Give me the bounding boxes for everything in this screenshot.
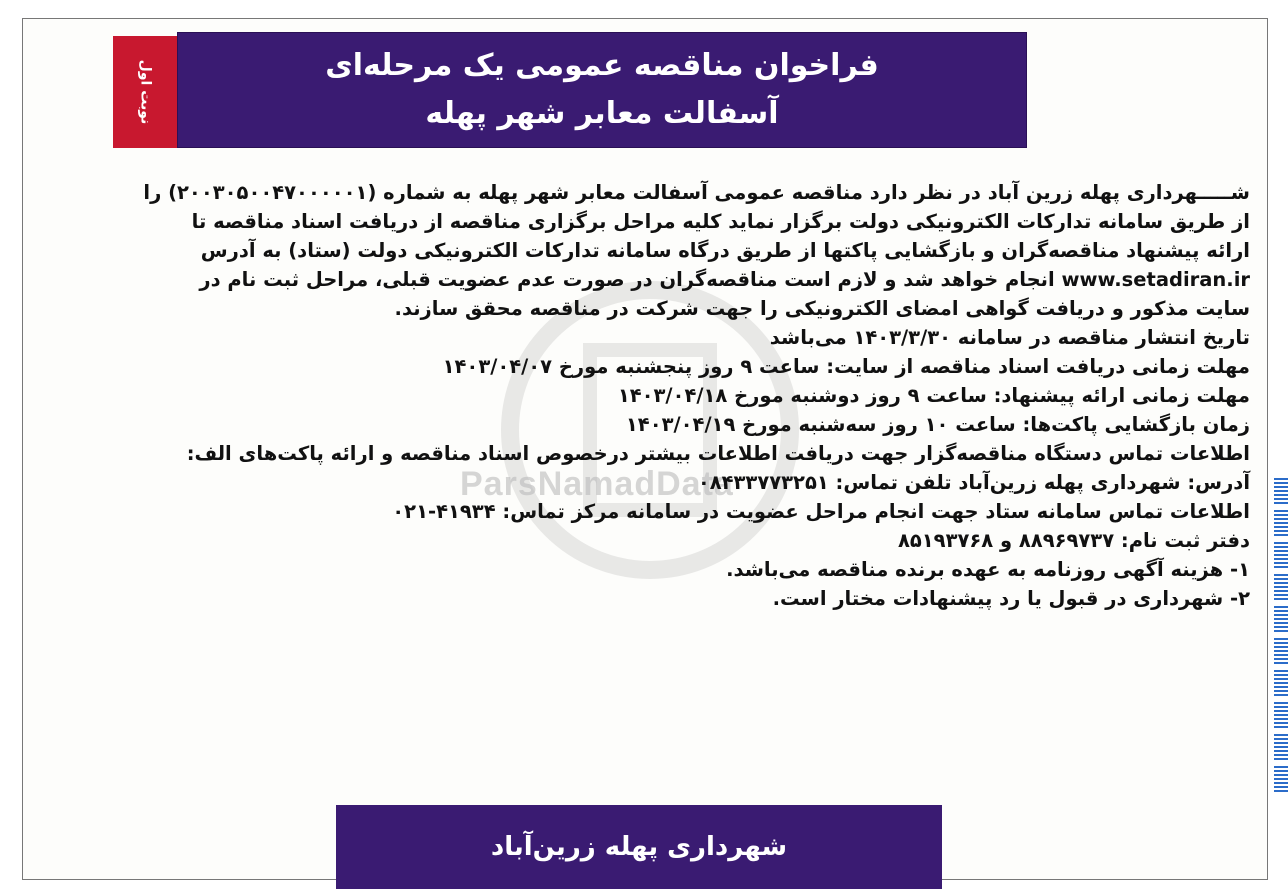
stripe-block [1274,766,1288,794]
edition-badge [113,36,177,148]
title-banner [177,32,1027,148]
proposal-deadline-line: مهلت زمانی ارائه پیشنهاد: ساعت ۹ روز دوشنبه مورخ ۱۴۰۳/۰۴/۱۸ [617,384,1250,407]
body-line: ارائه پیشنهاد مناقصه‌گران و بازگشایی پاکتها از طریق درگاه سامانه تدارکات الکترونیکی دولت (ستاد) به آدرس [200,239,1250,262]
document-deadline-line: مهلت زمانی دریافت اسناد مناقصه از سایت: ساعت ۹ روز پنجشنبه مورخ ۱۴۰۳/۰۴/۰۷ [442,355,1250,378]
publish-date-line: تاریخ انتشار مناقصه در سامانه ۱۴۰۳/۳/۳۰ می‌باشد [769,326,1250,349]
opening-date-line: زمان بازگشایی پاکت‌ها: ساعت ۱۰ روز سه‌شنبه مورخ ۱۴۰۳/۰۴/۱۹ [625,413,1250,436]
stripe-block [1274,638,1288,666]
stripe-block [1274,606,1288,634]
footer-municipality-name: شهرداری پهله زرین‌آباد [490,832,788,862]
announcement-body [50,178,1250,613]
watermark-text: ParsNamadData [460,465,734,503]
note-1: ۱- هزینه آگهی روزنامه به عهده برنده مناقصه می‌باشد. [726,558,1250,581]
stripe-block [1274,734,1288,762]
body-line: www.setadiran.ir انجام خواهد شد و لازم است مناقصه‌گران در صورت عدم عضویت قبلی، مراحل ثبت نام در [199,268,1250,291]
body-line: شـــــهرداری پهله زرین آباد در نظر دارد مناقصه عمومی آسفالت معابر شهر پهله به شماره (۲۰۰۳۰۵۰۰۴۷۰۰۰۰۰۱) را [143,181,1250,204]
footer-banner [336,805,942,889]
address-phone-line: آدرس: شهرداری پهله زرین‌آباد تلفن تماس: ۰۸۴۳۳۷۷۳۲۵۱ [697,471,1250,494]
stripe-block [1274,574,1288,602]
stripe-block [1274,670,1288,698]
registration-office-line: دفتر ثبت نام: ۸۸۹۶۹۷۳۷ و ۸۵۱۹۳۷۶۸ [897,529,1250,552]
side-edge-stripes [1274,478,1288,808]
stripe-block [1274,510,1288,538]
contact-intro-line: اطلاعات تماس دستگاه مناقصه‌گزار جهت دریافت اطلاعات بیشتر درخصوص اسناد مناقصه و ارائه پاکت‌های الف: [186,442,1250,465]
title-line-1: فراخوان مناقصه عمومی یک مرحله‌ای [325,48,879,83]
setad-contact-line: اطلاعات تماس سامانه ستاد جهت انجام مراحل عضویت در سامانه مرکز تماس: ۴۱۹۳۴-۰۲۱ [392,500,1250,523]
stripe-block [1274,702,1288,730]
body-line: سایت مذکور و دریافت گواهی امضای الکترونیکی را جهت شرکت در مناقصه محقق سازند. [394,297,1250,320]
stripe-block [1274,542,1288,570]
note-2: ۲- شهرداری در قبول یا رد پیشنهادات مختار است. [772,587,1250,610]
stripe-block [1274,478,1288,506]
title-line-2: آسفالت معابر شهر پهله [425,96,779,131]
edition-badge-label: نوبت اول [137,59,154,125]
body-line: از طریق سامانه تدارکات الکترونیکی دولت برگزار نماید کلیه مراحل برگزاری مناقصه از دریافت اسناد مناقصه تا [191,210,1250,233]
